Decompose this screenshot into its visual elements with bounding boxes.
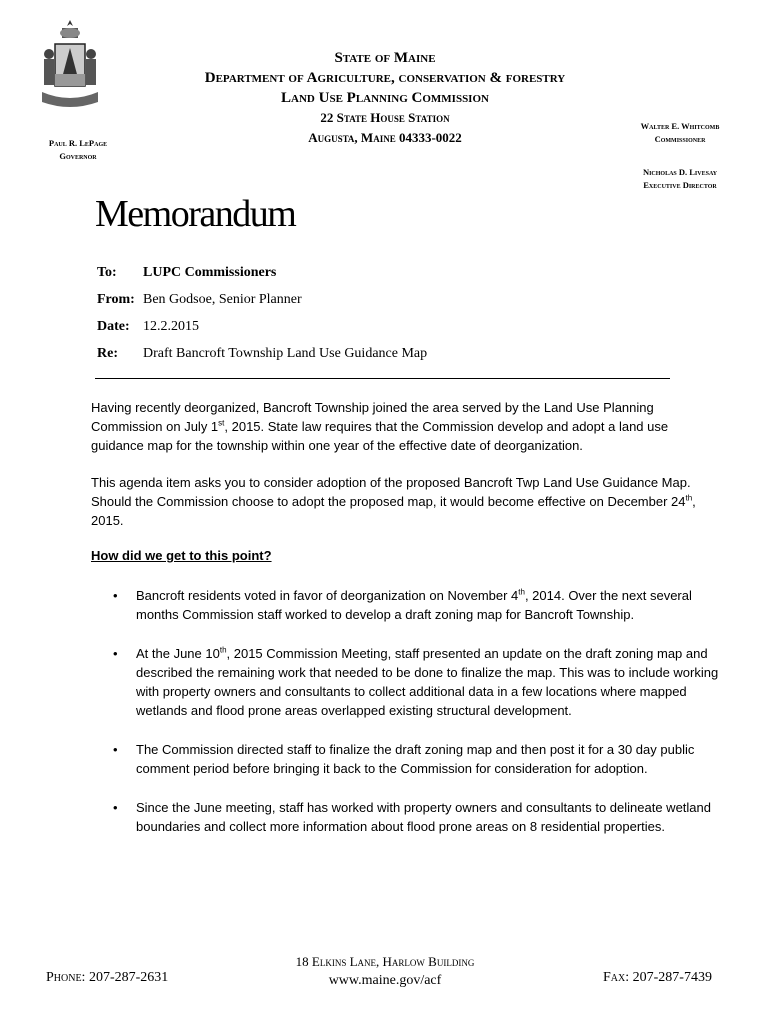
footer-address-block bbox=[265, 952, 505, 990]
paragraph-agenda bbox=[91, 473, 711, 530]
memo-from bbox=[97, 292, 302, 308]
p2-text-b: , 2015. bbox=[91, 494, 696, 528]
director-name: Nicholas D. Livesay bbox=[642, 167, 718, 177]
governor-block bbox=[28, 137, 128, 163]
p1-sup: st bbox=[218, 418, 225, 428]
memo-re-value: Draft Bancroft Township Land Use Guidance Map bbox=[143, 346, 428, 361]
header-rule bbox=[95, 378, 670, 379]
list-item: • Bancroft residents voted in favor of deorganization on November 4th, 2014. Over the next several months Commission staff worked to develop a draft zoning map for Bancroft Township. bbox=[113, 587, 692, 622]
state-seal-icon bbox=[40, 18, 100, 112]
memo-from-label: From: bbox=[97, 292, 135, 307]
bullet-icon: • bbox=[113, 742, 118, 757]
memo-from-value: Ben Godsoe, Senior Planner bbox=[143, 292, 302, 307]
memo-to bbox=[97, 265, 276, 281]
agency-address-1: 22 State House Station bbox=[320, 110, 450, 125]
memo-date-value: 12.2.2015 bbox=[143, 319, 199, 334]
memo-to-value: LUPC Commissioners bbox=[143, 265, 277, 280]
officials-block bbox=[600, 120, 760, 192]
commissioner-title: Commissioner bbox=[654, 134, 706, 144]
p1-text-a: Having recently deorganized, Bancroft Township joined the area served by the Land Use Planning Commission on July 1 bbox=[91, 400, 654, 434]
memo-date bbox=[97, 319, 199, 335]
list-item: • Since the June meeting, staff has worked with property owners and consultants to delineate wetland boundaries and collect more information about flood prone areas on 8 residential properties. bbox=[113, 800, 711, 834]
memo-title: Memorandum bbox=[95, 193, 296, 235]
bullet-icon: • bbox=[113, 646, 118, 661]
list-item: • The Commission directed staff to finalize the draft zoning map and then post it for a 30 day public comment period before bringing it back to the Commission for consideration for adoption. bbox=[113, 742, 695, 776]
footer-phone: Phone: 207-287-2631 bbox=[46, 970, 169, 985]
memo-date-label: Date: bbox=[97, 319, 130, 334]
paragraph-intro bbox=[91, 398, 711, 455]
bullet-icon: • bbox=[113, 588, 118, 603]
bullet-icon: • bbox=[113, 800, 118, 815]
memo-re bbox=[97, 346, 427, 362]
governor-name: Paul R. LePage bbox=[48, 138, 108, 148]
agency-state: State of Maine bbox=[334, 50, 436, 66]
governor-title: Governor bbox=[59, 151, 97, 161]
p2-text-a: This agenda item asks you to consider adoption of the proposed Bancroft Twp Land Use Guidance Map. Should the Commission choose to adopt the proposed map, it would become effective on December 24 bbox=[91, 475, 691, 509]
director-title: Executive Director bbox=[643, 180, 717, 190]
footer-address: 18 Elkins Lane, Harlow Building bbox=[295, 954, 475, 969]
history-list bbox=[91, 586, 731, 856]
p1-text-b: , 2015. State law requires that the Commission develop and adopt a land use guidance map for the township within one year of the effective date of deorganization. bbox=[91, 419, 669, 453]
agency-address-2: Augusta, Maine 04333-0022 bbox=[308, 130, 462, 145]
section-heading: How did we get to this point? bbox=[91, 548, 272, 563]
memo-re-label: Re: bbox=[97, 346, 118, 361]
agency-header bbox=[160, 48, 610, 148]
p2-sup: th bbox=[685, 493, 693, 503]
footer-fax: Fax: 207-287-7439 bbox=[603, 970, 712, 985]
agency-department: Department of Agriculture, conservation & forestry bbox=[204, 70, 566, 86]
list-item: • At the June 10th, 2015 Commission Meeting, staff presented an update on the draft zoning map and described the remaining work that needed to be done to finalize the map. This was to include working with property owners and consultants to collect additional data in a few locations where mapped wetlands and flood prone areas overlapped existing structural development. bbox=[113, 645, 719, 718]
footer-website[interactable]: www.maine.gov/acf bbox=[328, 973, 442, 988]
commissioner-name: Walter E. Whitcomb bbox=[640, 121, 720, 131]
memo-to-label: To: bbox=[97, 265, 117, 280]
agency-commission: Land Use Planning Commission bbox=[281, 90, 489, 106]
